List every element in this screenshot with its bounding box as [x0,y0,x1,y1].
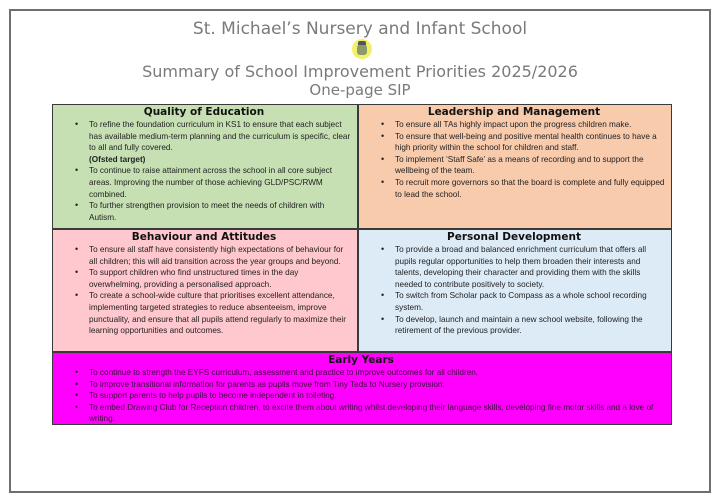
section-title: Quality of Education [143,106,265,118]
section-title: Leadership and Management [427,106,601,118]
priority-list [57,367,665,424]
priorities-grid [52,104,672,425]
section-title: Early Years [328,354,394,366]
list-item: • To ensure that well-being and positive mental health continues to have a high priority within the school for children and staff. [381,131,665,154]
document-subtitle: One-page SIP [309,81,411,99]
section-title: Personal Development [447,231,581,243]
list-item: • To implement ‘Staff Safe’ as a means of recording and to support the wellbeing of the team. [381,154,665,177]
section-early-years [53,353,671,424]
list-item: • To improve transitional information for parents as pupils move from Tiny Teds to Nursery provision. [75,379,665,391]
list-item: • To support parents to help pupils to become independent in toileting. [75,390,665,402]
list-item: • To develop, launch and maintain a new school website, following the retirement of the previous provider. [381,314,665,337]
list-item: • To provide a broad and balanced enrichment curriculum that offers all pupils regular opportunities to help them broaden their interests and talents, developing their character and providing them with the skills needed to contribute positively to society. [381,244,665,290]
priority-list [57,119,351,223]
list-item: • To continue to strength the EYFS curriculum, assessment and practice to improve outcomes for all children. [75,367,665,379]
list-item: • To ensure all TAs highly impact upon the progress children make. [381,119,665,131]
list-item: • To ensure all staff have consistently high expectations of behaviour for all children; this will aid transition across the year groups and beyond. [75,244,351,267]
item-text: To refine the foundation curriculum in KS1 to ensure that each subject has available medium-term planning and the curriculum is specific, clear to all and fully covered. [89,120,351,153]
section-quality-of-education [53,105,359,230]
ofsted-target-note: (Ofsted target) [89,154,146,164]
list-item: • To support children who find unstructured times in the day overwhelming, providing a personalised approach. [75,267,351,290]
priority-list [57,244,351,337]
list-item: • To create a school-wide culture that prioritises excellent attendance, implementing targeted strategies to reduce absenteeism, improve punctuality, and ensure that all pupils attend regularly to maximize their learning opportunities and outcomes. [75,290,351,336]
school-name: St. Michael’s Nursery and Infant School [192,19,528,39]
priority-list [363,244,665,337]
section-personal-development [359,230,671,353]
bear-figure [357,44,367,55]
list-item [75,119,351,165]
section-behaviour-and-attitudes [53,230,359,353]
list-item: • To switch from Scholar pack to Compass as a whole school recording system. [381,290,665,313]
priority-list [363,119,665,200]
section-leadership-and-management [359,105,671,230]
list-item: • To further strengthen provision to meet the needs of children with Autism. [75,200,351,223]
section-title: Behaviour and Attitudes [131,231,277,243]
document-title: Summary of School Improvement Priorities 2025/2026 [142,62,578,81]
list-item: • To recruit more governors so that the board is complete and fully equipped to lead the school. [381,177,665,200]
list-item: • To embed Drawing Club for Reception children, to excite them about writing whilst developing their language skills, developing fine motor skills and a love of writing. [75,402,665,424]
list-item: • To continue to raise attainment across the school in all core subject areas. Improving the number of those achieving GLD/PSC/RWM combined. [75,165,351,200]
school-bear-logo-icon [352,39,372,59]
